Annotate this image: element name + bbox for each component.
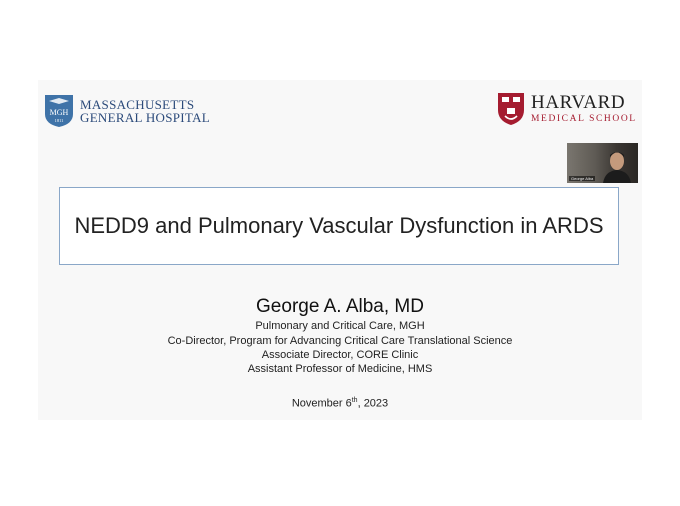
hms-name-line1: HARVARD (531, 92, 626, 113)
slide-title-box (59, 187, 619, 265)
harvard-shield-icon (497, 92, 525, 126)
mgh-logo (44, 94, 210, 128)
affiliation-line: Pulmonary and Critical Care, MGH (255, 320, 425, 332)
mgh-name-line1: MASSACHUSETTS (80, 97, 195, 112)
hms-name-line2: MEDICAL SCHOOL (531, 114, 637, 124)
author-name: George A. Alba, MD (256, 296, 424, 317)
affiliation-line: Co-Director, Program for Advancing Critical Care Translational Science (167, 335, 513, 347)
mgh-name-line2: GENERAL HOSPITAL (80, 110, 211, 125)
affiliation-line: Assistant Professor of Medicine, HMS (247, 363, 433, 375)
video-thumbnail[interactable] (567, 143, 638, 183)
date-ordinal: th (351, 397, 358, 404)
mgh-shield-icon (44, 94, 74, 128)
participant-name: George Alba (571, 176, 594, 181)
presentation-date (0, 397, 680, 410)
slide-title: NEDD9 and Pulmonary Vascular Dysfunction in ARDS (74, 213, 604, 238)
mgh-abbr: MGH (49, 108, 69, 117)
date-prefix: November 6 (291, 397, 352, 410)
mgh-year: 1811 (54, 118, 64, 123)
hms-logo (497, 92, 637, 126)
affiliation-line: Associate Director, CORE Clinic (261, 349, 419, 361)
date-year: , 2023 (357, 397, 389, 410)
